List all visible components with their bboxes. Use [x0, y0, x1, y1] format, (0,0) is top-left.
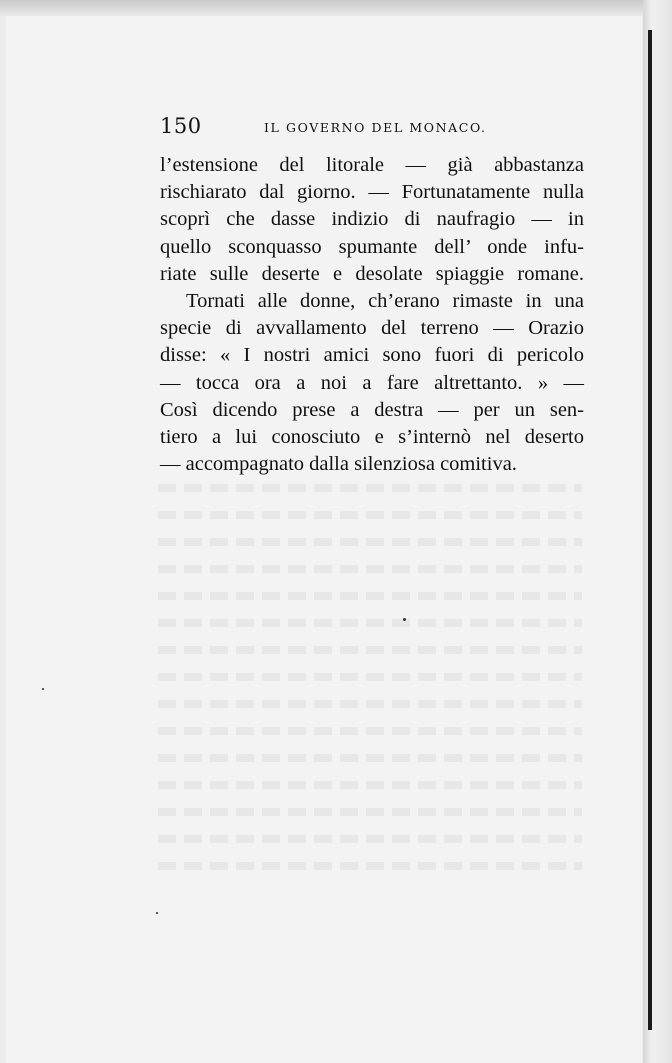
- ink-speck: [42, 688, 44, 690]
- ink-speck: [403, 618, 406, 621]
- paragraph-1: [160, 152, 584, 288]
- running-head: IL GOVERNO DEL MONACO.: [264, 120, 487, 135]
- spine-shadow-line: [648, 30, 652, 1030]
- text-line: — accompagnato dalla silenziosa comitiva.: [160, 453, 517, 476]
- body-text: [160, 152, 584, 478]
- text-line: quello sconquasso spumante dell’ onde infu-: [160, 235, 584, 258]
- paragraph-2: [160, 288, 584, 478]
- text-line: l’estensione del litorale — già abbastanza: [160, 154, 584, 176]
- ink-speck: [156, 912, 158, 914]
- text-line: specie di avvallamento del terreno — Orazio: [160, 317, 584, 340]
- text-line: scoprì che dasse indizio di naufragio — in: [160, 208, 584, 231]
- page-number: 150: [160, 114, 202, 138]
- text-line: Tornati alle donne, ch’erano rimaste in una: [186, 289, 584, 312]
- text-line: riate sulle deserte e desolate spiaggie romane.: [160, 262, 584, 285]
- page-header: [160, 112, 590, 142]
- text-line: Così dicendo prese a destra — per un sen-: [160, 398, 584, 421]
- text-line: disse: « I nostri amici sono fuori di pericolo: [160, 344, 584, 367]
- text-line: tiero a lui conosciuto e s’internò nel deserto: [160, 425, 584, 448]
- text-line: rischiarato dal giorno. — Fortunatamente nulla: [160, 181, 584, 204]
- text-line: — tocca ora a noi a fare altrettanto. » —: [160, 371, 584, 394]
